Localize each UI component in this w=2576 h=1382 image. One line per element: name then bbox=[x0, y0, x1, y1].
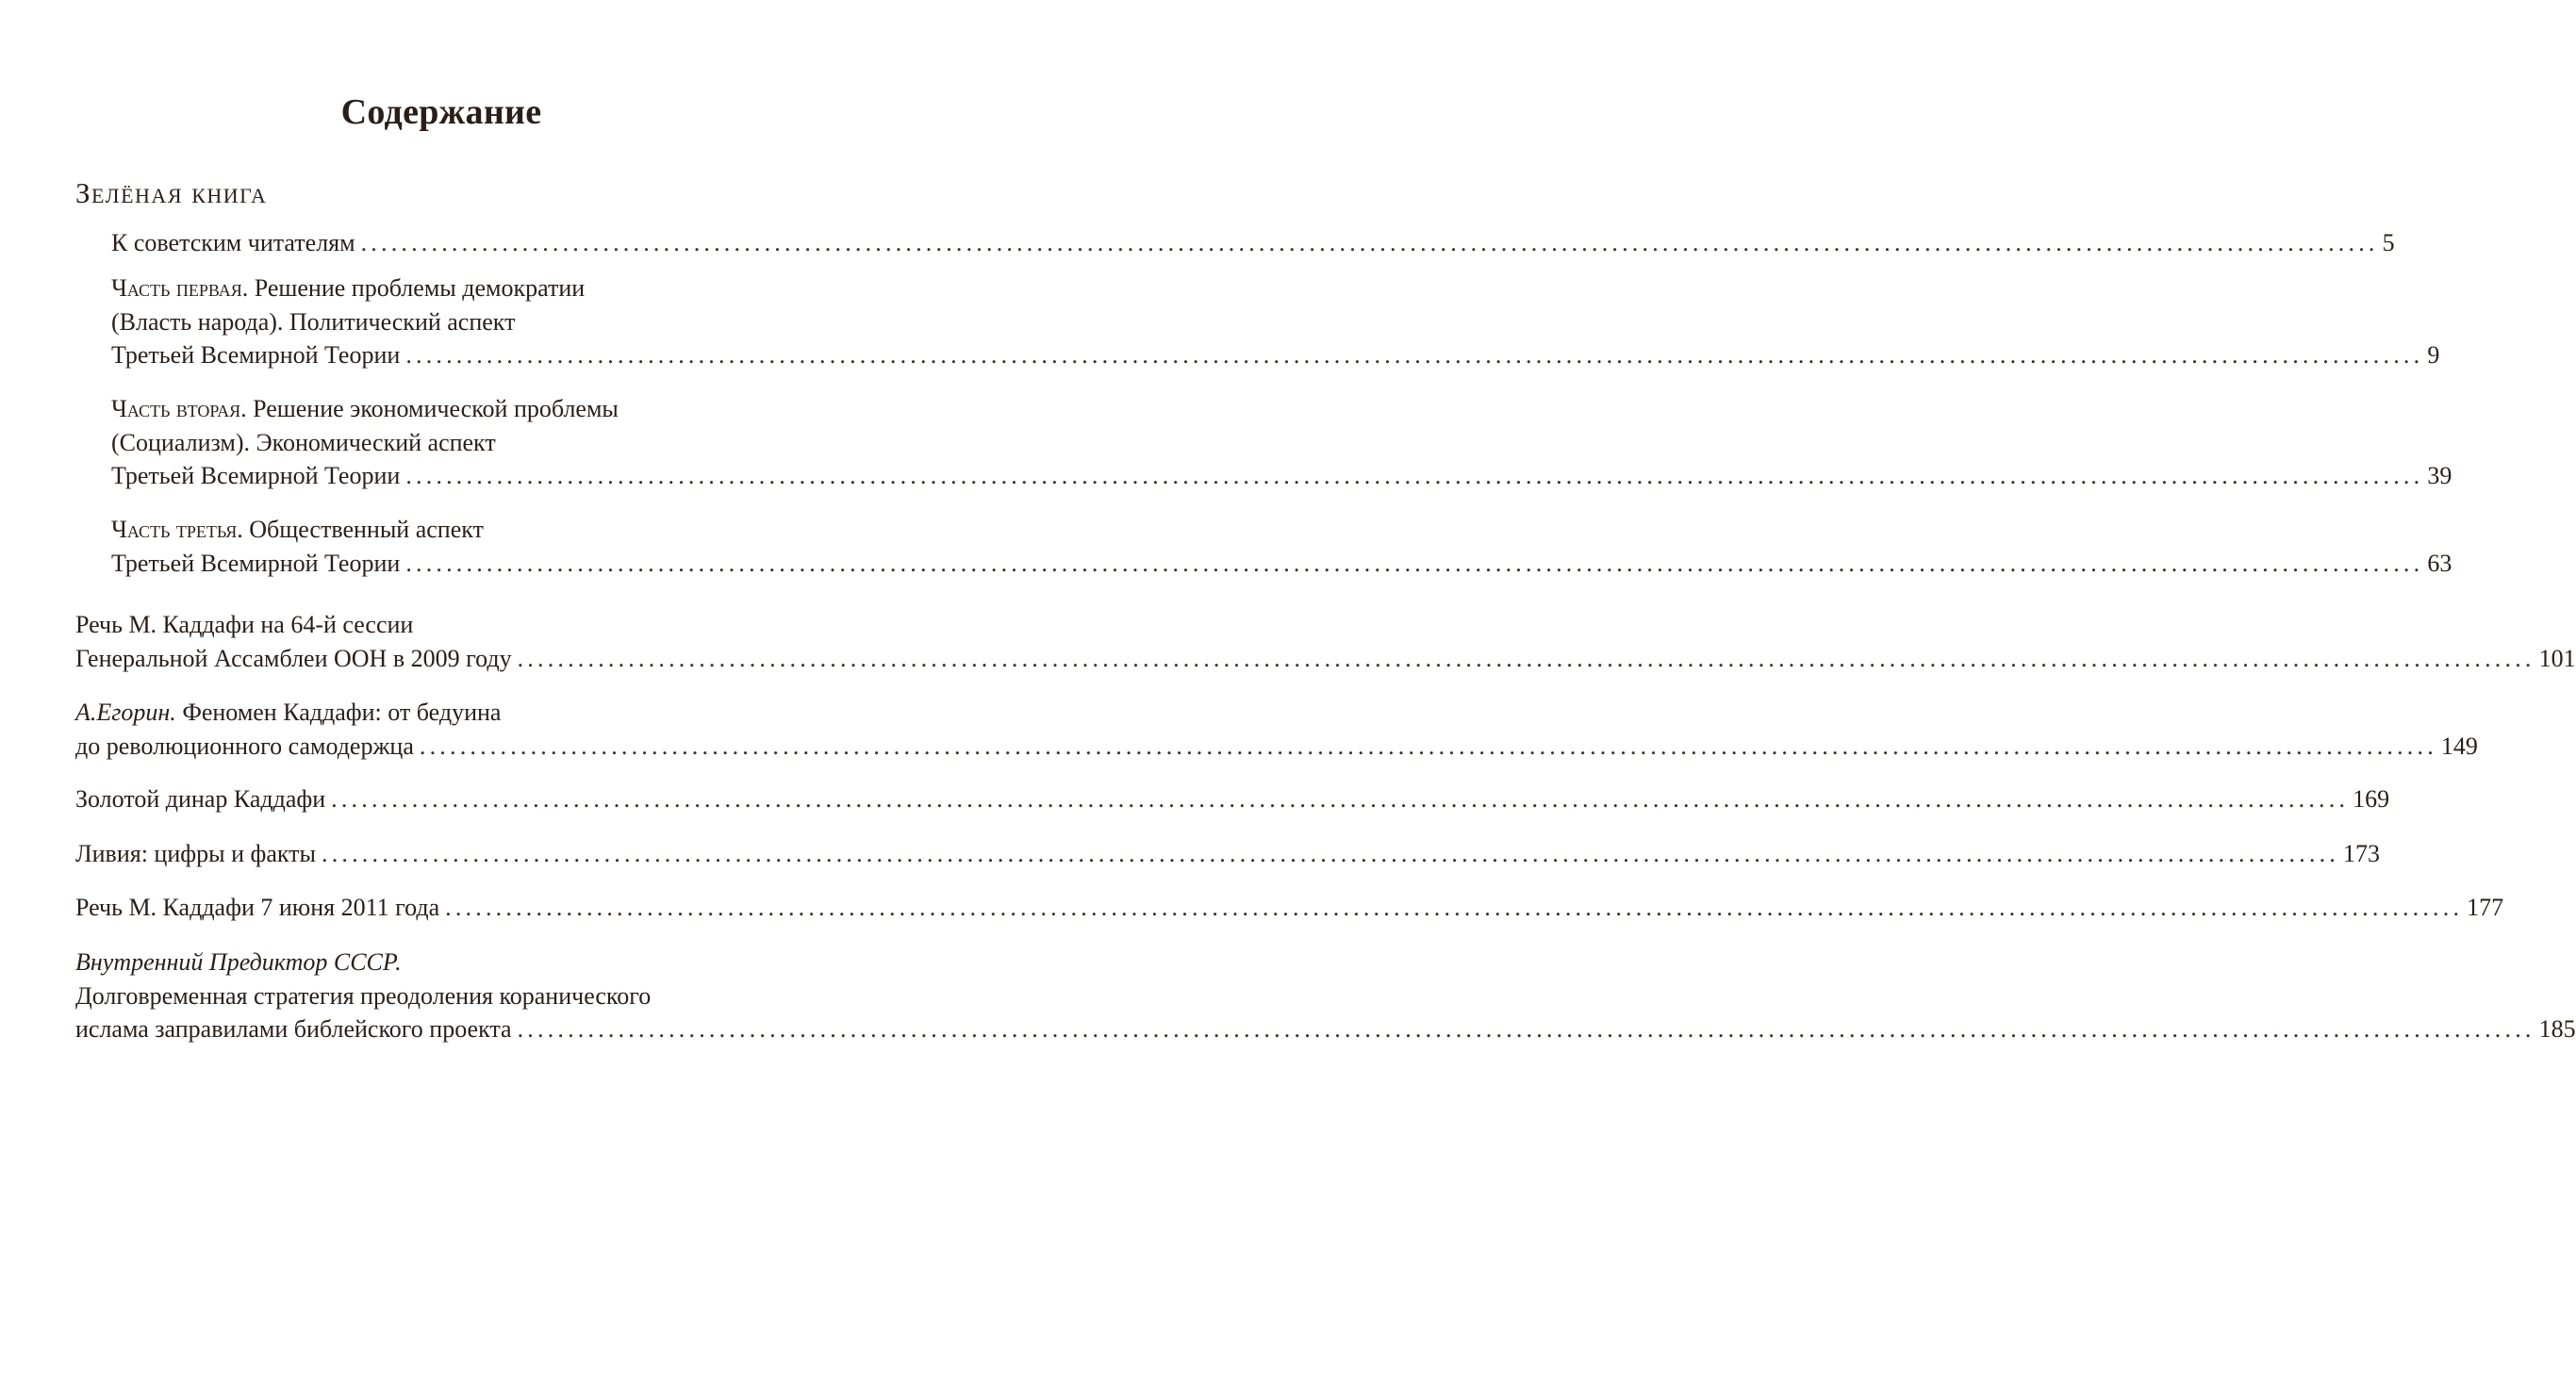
toc-entry bbox=[75, 891, 2504, 925]
toc-entry-title: Решение проблемы демократии bbox=[248, 274, 586, 302]
toc-entry-line: Долговременная стратегия преодоления коранического bbox=[75, 981, 652, 1010]
toc-entry bbox=[111, 226, 2395, 260]
toc-entry-title: Феномен Каддафи: от бедуина bbox=[175, 699, 502, 726]
toc-entry-title: Генеральной Ассамблеи ООН в 2009 году bbox=[75, 644, 512, 672]
toc-entry-line bbox=[111, 547, 2452, 581]
toc-entry bbox=[75, 782, 2390, 816]
toc-page-number: 173 bbox=[2343, 840, 2380, 867]
dot-leader: ........................................................................................................................................................................................................ bbox=[419, 732, 2437, 760]
toc-entry-title: Третьей Всемирной Теории bbox=[111, 341, 401, 369]
toc-entry-title: Третьей Всемирной Теории bbox=[111, 549, 401, 577]
toc-page-number: 169 bbox=[2353, 785, 2390, 813]
toc-page-number: 177 bbox=[2467, 894, 2504, 921]
toc-entry-line bbox=[111, 338, 2440, 372]
toc-entry-title: Речь М. Каддафи 7 июня 2011 года bbox=[75, 894, 440, 921]
toc-entry bbox=[75, 837, 2380, 871]
dot-leader: ........................................................................................................................................................................................................ bbox=[405, 341, 2424, 369]
dot-leader: ........................................................................................................................................................................................................ bbox=[322, 840, 2339, 867]
toc-entry bbox=[111, 271, 2440, 372]
toc-entry-title: К советским читателям bbox=[111, 229, 355, 256]
toc-entry-title: до революционного самодержца bbox=[75, 732, 414, 760]
toc-entry-line: Речь М. Каддафи на 64-й сессии bbox=[75, 611, 414, 638]
toc-entry-line bbox=[111, 226, 2395, 260]
toc-entry-line bbox=[75, 782, 2390, 816]
toc-entry-line: (Власть народа). Политический аспект bbox=[111, 307, 516, 336]
toc-entry-title: Решение экономической проблемы bbox=[246, 395, 619, 422]
toc-page-number: 185 bbox=[2538, 1015, 2576, 1043]
toc-entry-line bbox=[75, 1012, 2576, 1046]
toc-page-number: 9 bbox=[2427, 341, 2440, 369]
author-name: Внутренний Предиктор СССР. bbox=[75, 948, 402, 976]
toc-entry-line bbox=[111, 513, 814, 547]
toc-entry bbox=[111, 513, 2452, 580]
toc-entry-title: Золотой динар Каддафи bbox=[75, 785, 326, 813]
page-title: Содержание bbox=[340, 92, 542, 132]
author-name: А.Егорин. bbox=[75, 699, 176, 726]
toc-entry-line bbox=[111, 392, 814, 426]
toc-entry-title: ислама заправилами библейского проекта bbox=[75, 1015, 512, 1043]
toc-entry-title: Ливия: цифры и факты bbox=[75, 840, 316, 867]
dot-leader: ........................................................................................................................................................................................................ bbox=[517, 1015, 2535, 1043]
part-label: Часть третья. bbox=[111, 516, 243, 543]
toc-page-number: 39 bbox=[2427, 462, 2452, 489]
toc-entry-title: Общественный аспект bbox=[242, 516, 484, 543]
toc-page-number: 101 bbox=[2538, 644, 2576, 672]
section-heading: Зелёная книга bbox=[75, 176, 268, 209]
toc-entry-line bbox=[111, 271, 814, 305]
toc-page-number: 149 bbox=[2440, 732, 2478, 760]
toc-entry bbox=[75, 608, 2576, 675]
dot-leader: ........................................................................................................................................................................................................ bbox=[405, 462, 2424, 489]
toc-entry-line bbox=[75, 642, 2576, 676]
dot-leader: ........................................................................................................................................................................................................ bbox=[517, 644, 2535, 672]
toc-entry-line: (Социализм). Экономический аспект bbox=[111, 428, 496, 456]
toc-page-number: 63 bbox=[2427, 549, 2452, 577]
toc-entry bbox=[111, 392, 2452, 493]
toc-entry-line bbox=[75, 696, 814, 730]
toc-entry-line bbox=[75, 730, 2478, 764]
toc-entry-title: Третьей Всемирной Теории bbox=[111, 462, 401, 489]
part-label: Часть вторая. bbox=[111, 395, 247, 422]
part-label: Часть первая. bbox=[111, 274, 249, 302]
dot-leader: ........................................................................................................................................................................................................ bbox=[331, 785, 2350, 813]
toc-entry-line bbox=[111, 459, 2452, 493]
toc-entry bbox=[75, 946, 2576, 1046]
toc-page-number: 5 bbox=[2382, 229, 2395, 256]
dot-leader: ........................................................................................................................................................................................................ bbox=[445, 894, 2464, 921]
toc-entry-line bbox=[75, 891, 2504, 925]
dot-leader: ........................................................................................................................................................................................................ bbox=[360, 229, 2379, 256]
dot-leader: ........................................................................................................................................................................................................ bbox=[405, 549, 2424, 577]
toc-entry-line bbox=[75, 837, 2380, 871]
toc-entry bbox=[75, 696, 2478, 763]
